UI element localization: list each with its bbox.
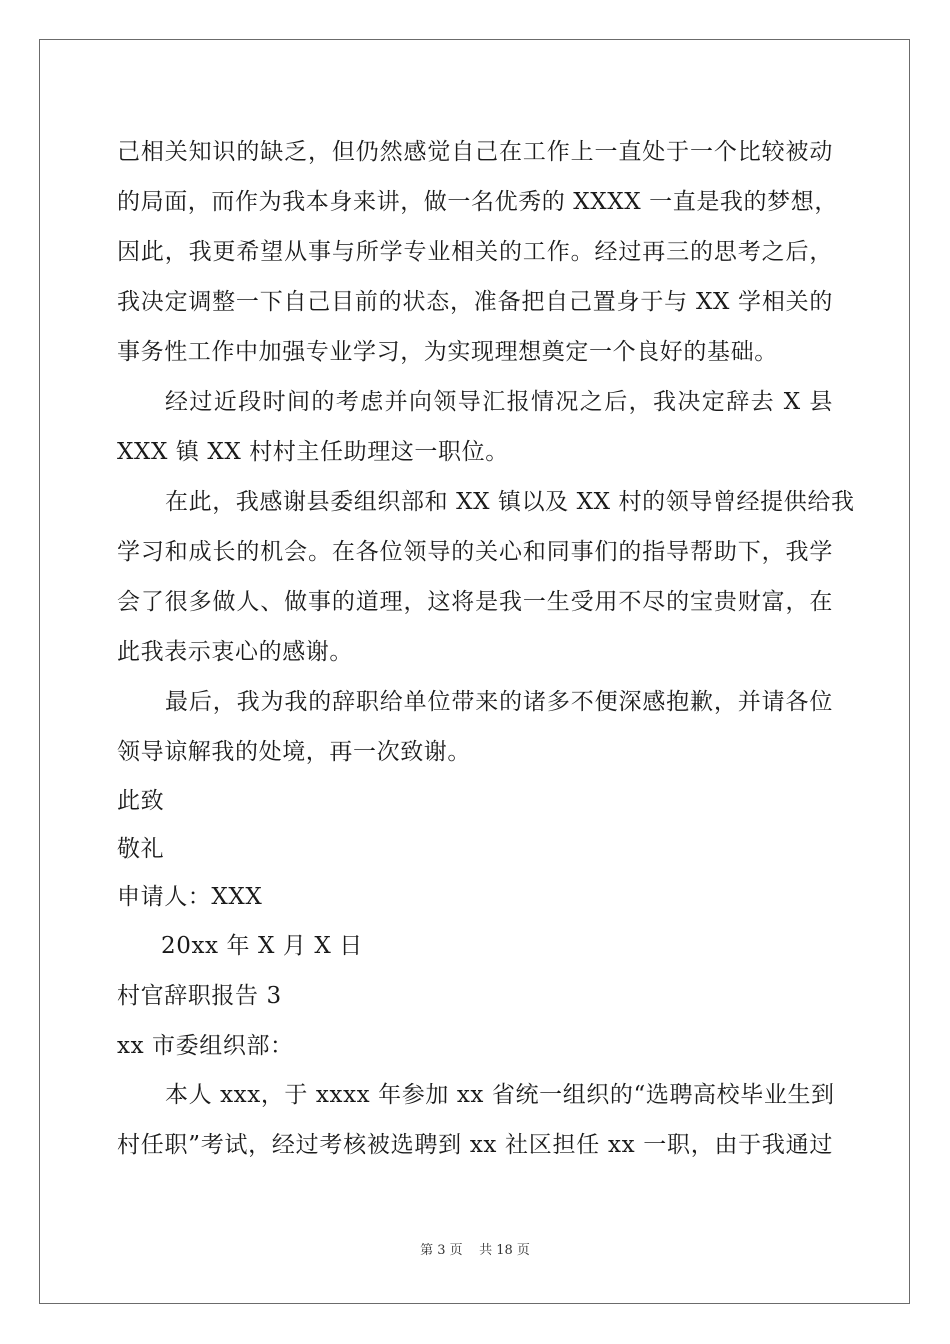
closing-regards: 敬礼 [117, 836, 165, 862]
paragraph-line: 的局面，而作为我本身来讲，做一名优秀的 XXXX 一直是我的梦想， [117, 189, 838, 215]
letter-recipient: xx 市委组织部： [117, 1033, 294, 1059]
applicant-signature: 申请人：XXX [117, 884, 263, 910]
page-number-footer: 第 3 页 共 18 页 [420, 1243, 530, 1258]
paragraph-line: 我决定调整一下自己目前的状态，准备把自己置身于与 XX 学相关的 [117, 289, 833, 315]
paragraph-line: 事务性工作中加强专业学习，为实现理想奠定一个良好的基础。 [117, 339, 778, 365]
signature-date: 20xx 年 X 月 X 日 [161, 933, 363, 959]
section-title: 村官辞职报告 3 [117, 983, 282, 1009]
paragraph-line: 会了很多做人、做事的道理，这将是我一生受用不尽的宝贵财富，在 [117, 589, 833, 615]
paragraph-line: 经过近段时间的考虑并向领导汇报情况之后，我决定辞去 X 县 [165, 389, 833, 415]
paragraph-line: 学习和成长的机会。在各位领导的关心和同事们的指导帮助下，我学 [117, 539, 833, 565]
page-frame [39, 39, 910, 1304]
paragraph-line: 因此，我更希望从事与所学专业相关的工作。经过再三的思考之后， [117, 239, 833, 265]
paragraph-line: 领导谅解我的处境，再一次致谢。 [117, 739, 471, 765]
paragraph-line: 在此，我感谢县委组织部和 XX 镇以及 XX 村的领导曾经提供给我 [165, 489, 855, 515]
paragraph-line: 本人 xxx，于 xxxx 年参加 xx 省统一组织的“选聘高校毕业生到 [165, 1082, 835, 1108]
closing-salutation: 此致 [117, 788, 165, 814]
paragraph-line: 此我表示衷心的感谢。 [117, 639, 353, 665]
paragraph-line: XXX 镇 XX 村村主任助理这一职位。 [117, 439, 509, 465]
paragraph-line: 己相关知识的缺乏，但仍然感觉自己在工作上一直处于一个比较被动 [117, 139, 833, 165]
paragraph-line: 最后，我为我的辞职给单位带来的诸多不便深感抱歉，并请各位 [165, 689, 833, 715]
paragraph-line: 村任职”考试，经过考核被选聘到 xx 社区担任 xx 一职，由于我通过 [117, 1132, 833, 1158]
